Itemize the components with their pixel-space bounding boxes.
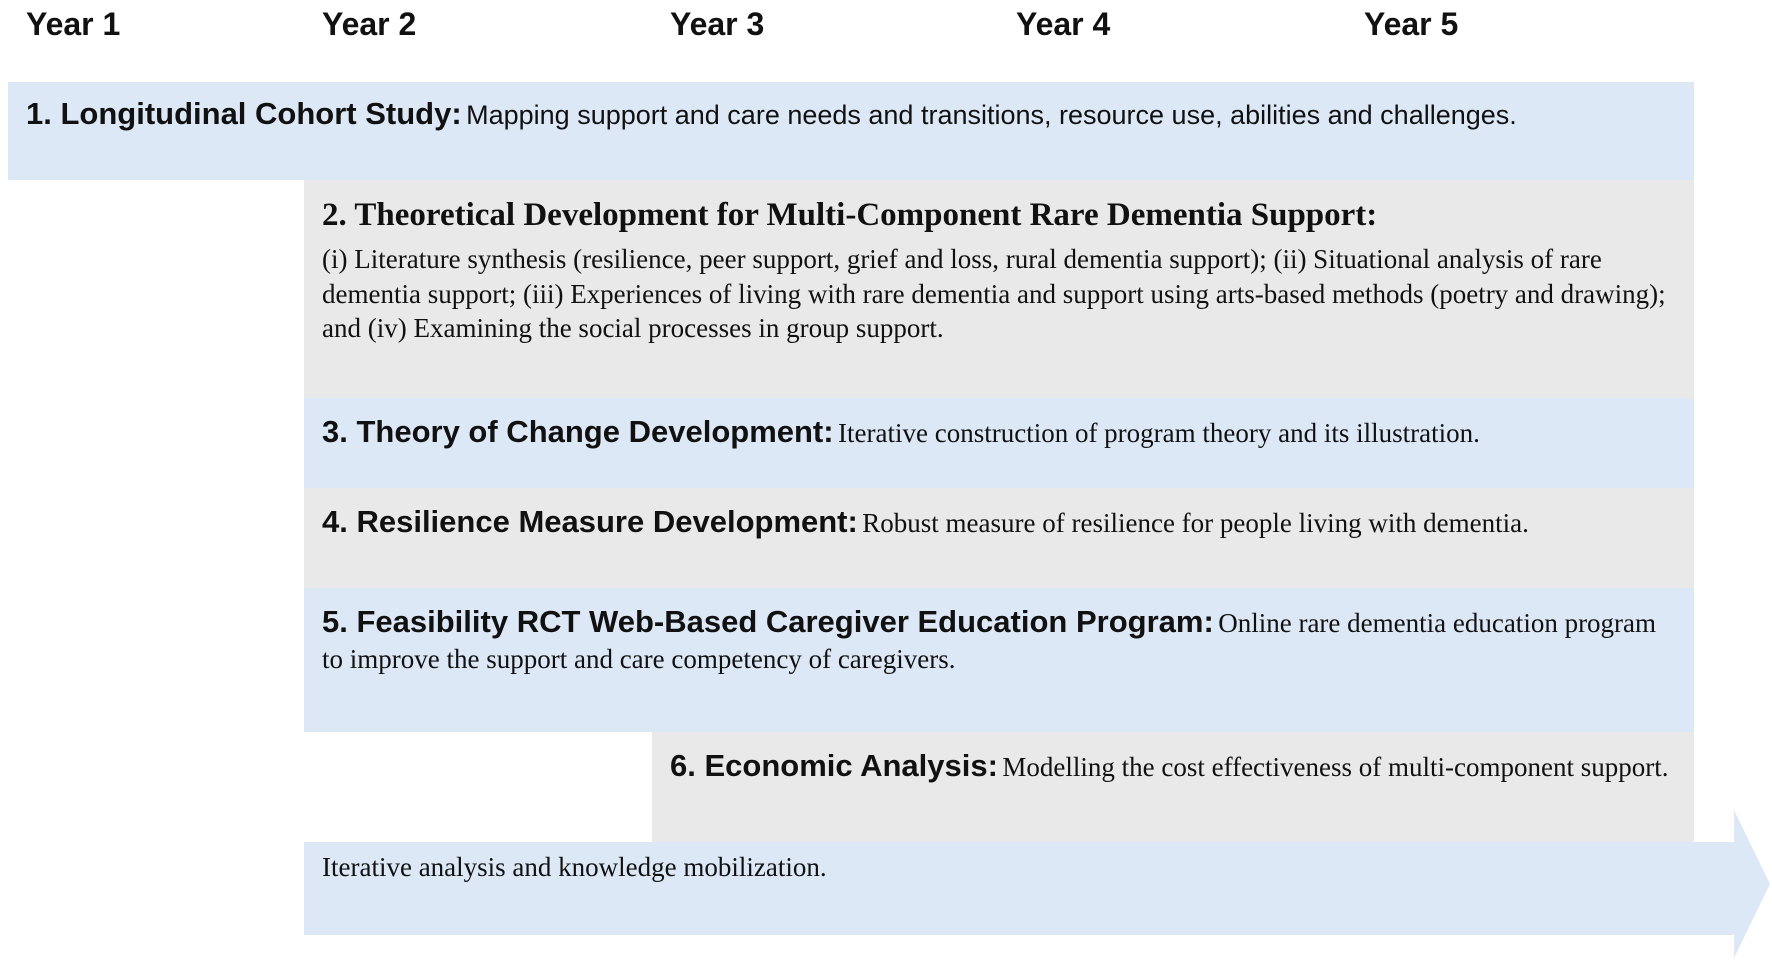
phase-3-description: Iterative construction of program theory and its illustration. [838, 418, 1480, 448]
phase-2-title: 2. Theoretical Development for Multi-Component Rare Dementia Support: [322, 197, 1378, 233]
phase-6-description: Modelling the cost effectiveness of multi-component support. [1002, 752, 1669, 782]
year-label-2: Year 2 [322, 6, 417, 42]
year-label-1: Year 1 [26, 6, 121, 42]
phase-5-title: 5. Feasibility RCT Web-Based Caregiver Education Program: [322, 604, 1214, 639]
phase-1-description: Mapping support and care needs and transitions, resource use, abilities and challenges. [466, 100, 1517, 130]
arrow-shape [304, 810, 1770, 958]
phase-4-title: 4. Resilience Measure Development: [322, 504, 858, 539]
year-label-3: Year 3 [670, 6, 765, 42]
phase-1-title: 1. Longitudinal Cohort Study: [26, 96, 462, 131]
phase-3-title: 3. Theory of Change Development: [322, 414, 834, 449]
year-label-4: Year 4 [1016, 6, 1111, 42]
phase-5-description: Online rare dementia education program to improve the support and care competency of caregivers. [322, 608, 1657, 674]
phase-2-description: (i) Literature synthesis (resilience, peer support, grief and loss, rural dementia support); (ii) Situational analysis of rare dementia support; (iii) Experiences of living with rare dementia and support using arts-based methods (poetry and drawing); and (iv) Examining the social processes in group support. [322, 244, 1666, 344]
arrow-label: Iterative analysis and knowledge mobilization. [322, 852, 827, 882]
phase-4-description: Robust measure of resilience for people living with dementia. [862, 508, 1529, 538]
year-label-5: Year 5 [1364, 6, 1459, 42]
phase-6-title: 6. Economic Analysis: [670, 748, 998, 783]
